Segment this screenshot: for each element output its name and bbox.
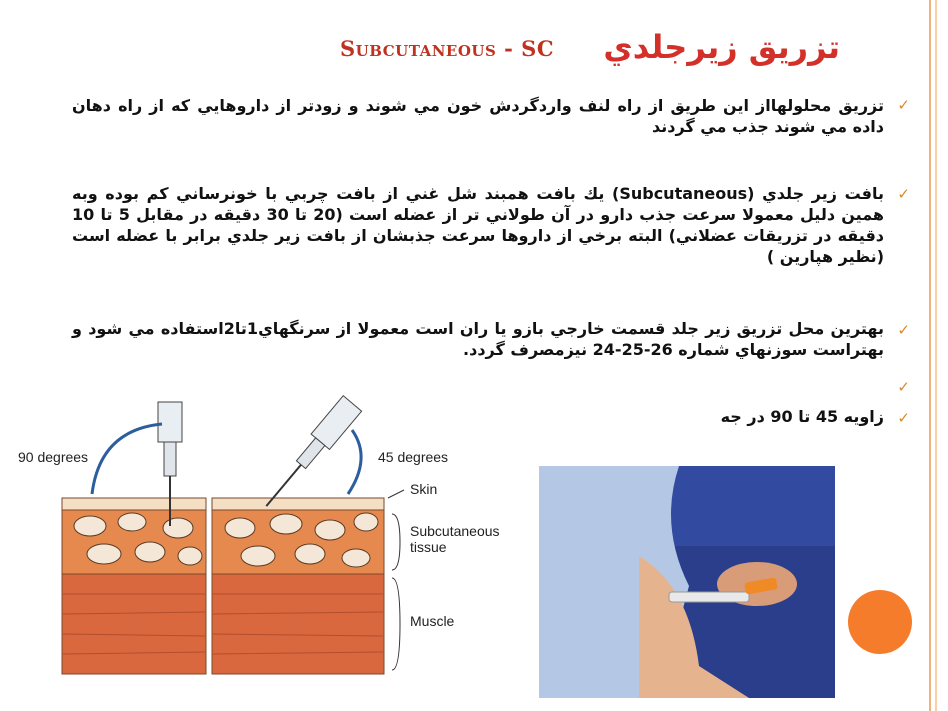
right-tissue-block (212, 498, 384, 674)
label-45-degrees: 45 degrees (378, 449, 449, 465)
title-english: Subcutaneous - SC (340, 36, 555, 61)
label-muscle: Muscle (410, 613, 455, 629)
label-subcutaneous: Subcutaneous (410, 523, 500, 539)
label-90-degrees: 90 degrees (18, 449, 89, 465)
label-tissue: tissue (410, 539, 447, 555)
syringe-icon (257, 396, 362, 514)
check-mark-icon: ✓ (897, 185, 910, 203)
orange-circle-decoration (848, 590, 912, 654)
check-mark-icon: ✓ (897, 96, 910, 114)
angle-arc-45 (348, 430, 361, 494)
bullet-2: بافت زير جلدي (Subcutaneous) يك بافت همبند شل غني از بافت چربي با خونرساني كم بوده وبه همين دليل معمولا سرعت جذب دارو در آن طولاني تر از عضله است (20 تا 30 دقيقه در مقابل 5 تا 10 دقيقه در تزريقات عضلاني) البته برخي از داروها سرعت جذبشان از بافت زير جلدي برابر با عضله است (نظير هپارين ) (72, 184, 885, 266)
check-mark-icon: ✓ (897, 321, 910, 339)
check-mark-icon: ✓ (897, 409, 910, 427)
injection-photo (539, 466, 835, 698)
injection-angle-diagram (0, 394, 520, 694)
angle-arc-90 (92, 424, 162, 494)
bullet-1: تزريق محلولهااز اين طريق از راه لنف واردگردش خون مي شوند و زودتر از داروهايي كه از راه دهان داده مي شوند جذب مي گردند (72, 96, 884, 136)
label-skin: Skin (410, 481, 438, 497)
left-tissue-block (62, 498, 206, 674)
bullet-3: بهترين محل تزريق زير جلد قسمت خارجي بازو يا ران است معمولا از سرنگهاي1تا2استفاده مي شود و بهتراست سوزنهاي شماره 26-25-24 نيزمصرف گردد. (72, 319, 884, 359)
right-decorative-band (916, 0, 948, 711)
bullet-5: زاويه 45 تا 90 در جه (720, 407, 884, 426)
check-mark-icon: ✓ (897, 378, 910, 396)
title-persian: تزريق زيرجلدي (603, 28, 840, 66)
